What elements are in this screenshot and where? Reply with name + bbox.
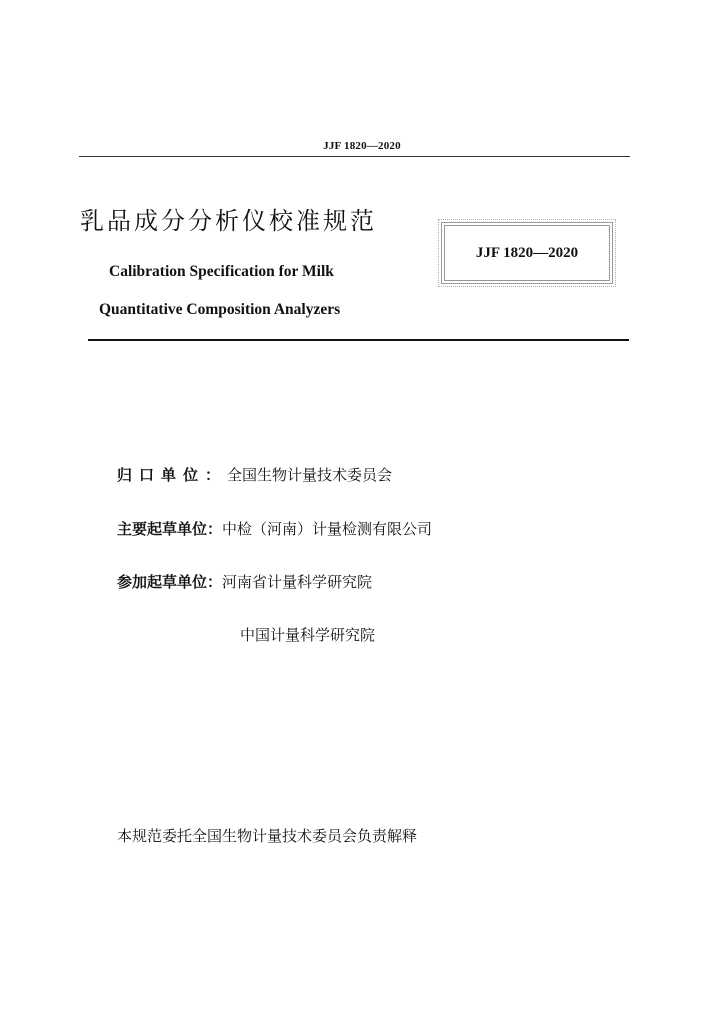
title-english-line2: Quantitative Composition Analyzers [99,301,341,318]
info-label: 主要起草单位： [117,520,223,538]
info-value: 中检（河南）计量检测有限公司 [222,520,433,538]
info-row-participating-unit [117,571,372,592]
header-standard-code: JJF 1820—2020 [323,140,401,152]
standard-code: JJF 1820—2020 [475,244,579,261]
info-participating-unit-continued: 中国计量科学研究院 [240,626,376,644]
title-english-line1: Calibration Specification for Milk [109,263,334,280]
title-chinese: 乳品成分分析仪校准规范 [80,207,377,235]
info-value: 河南省计量科学研究院 [222,573,373,591]
info-label: 参加起草单位： [117,573,223,591]
info-value: 全国生物计量技术委员会 [227,466,393,484]
info-label: 归口单位： [117,466,228,484]
info-row-main-drafting-unit [117,518,432,539]
interpretation-note: 本规范委托全国生物计量技术委员会负责解释 [117,827,418,845]
standard-code-box [441,222,613,284]
title-divider [88,339,629,341]
info-row-responsible-unit [117,464,392,485]
header-divider [79,156,630,157]
